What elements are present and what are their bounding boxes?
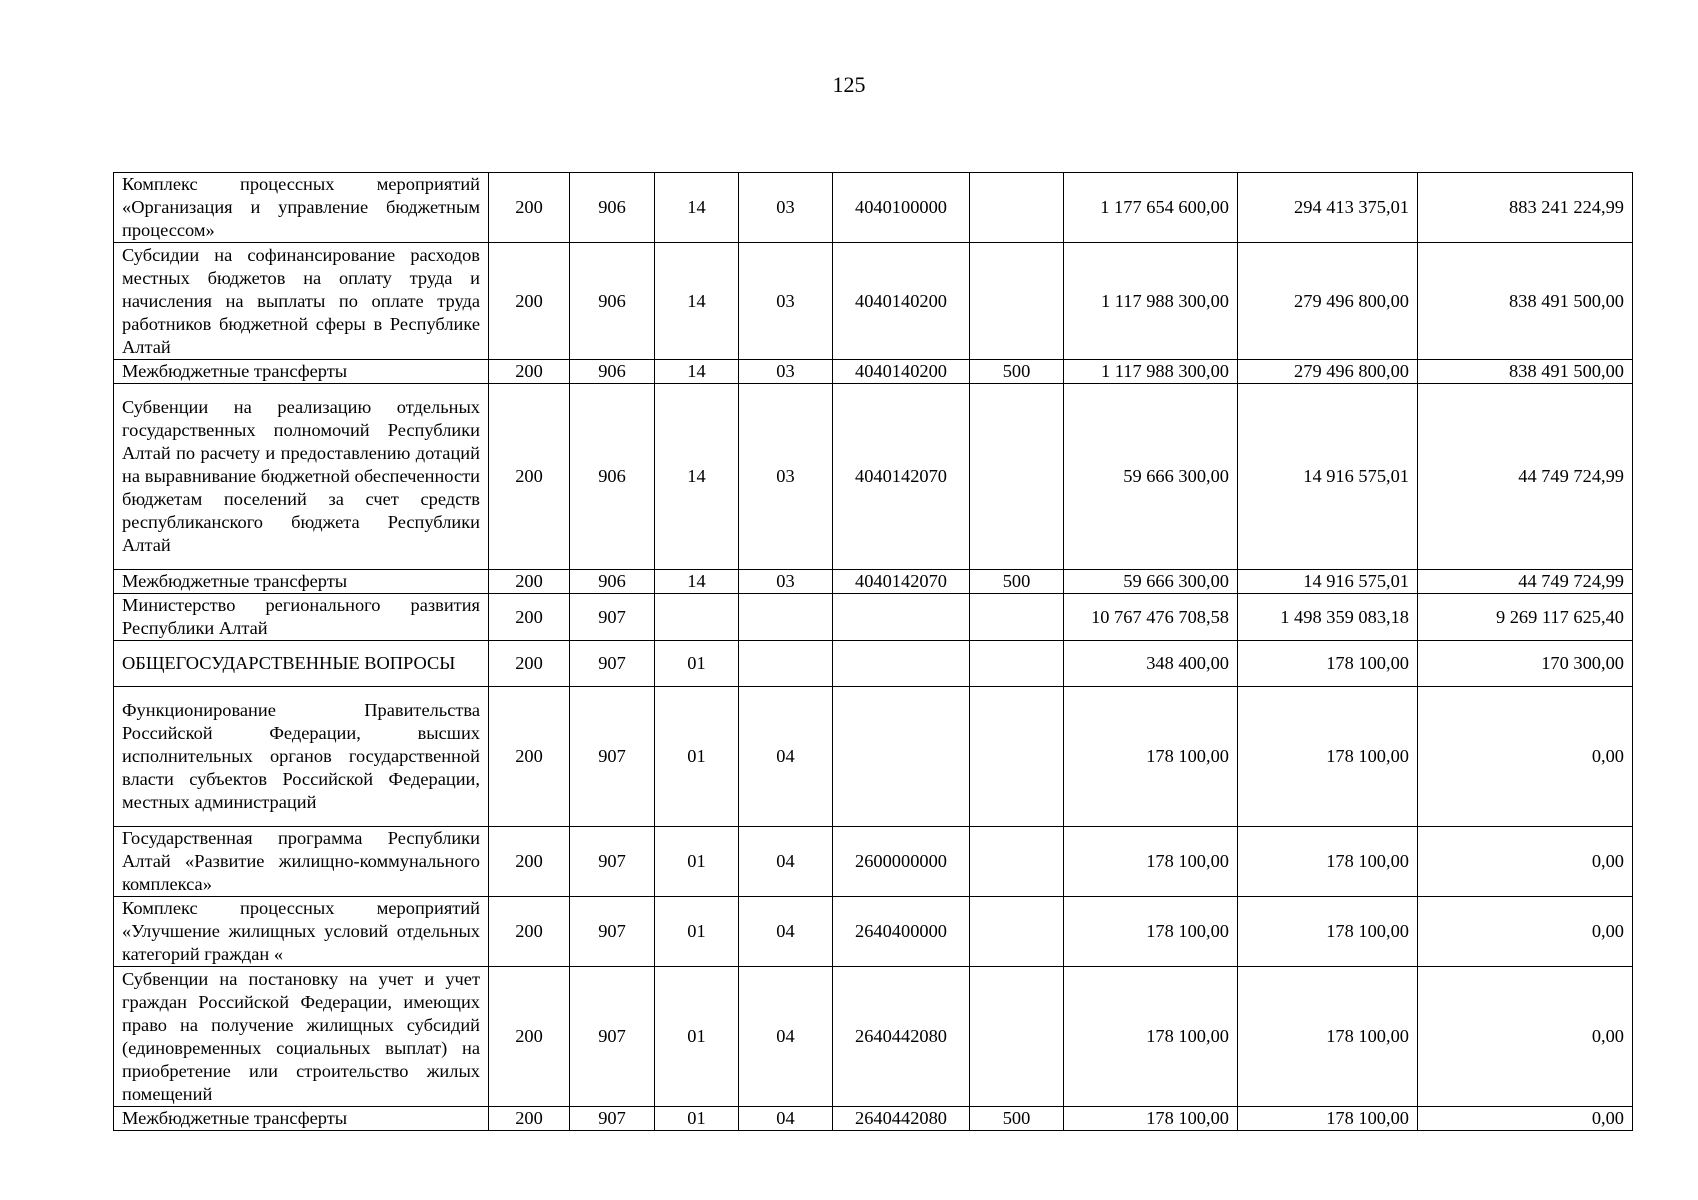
cell-amount-g: 1 117 988 300,00 <box>1064 243 1238 360</box>
cell-code-a: 200 <box>489 384 570 570</box>
cell-code-d: 03 <box>739 243 833 360</box>
cell-code-c: 01 <box>655 967 739 1107</box>
cell-amount-g: 59 666 300,00 <box>1064 384 1238 570</box>
cell-code-b: 906 <box>570 384 655 570</box>
table-row <box>114 570 1633 594</box>
cell-code-e: 2640442080 <box>833 967 970 1107</box>
cell-name: ОБЩЕГОСУДАРСТВЕННЫЕ ВОПРОСЫ <box>114 641 489 687</box>
cell-code-b: 907 <box>570 641 655 687</box>
cell-code-e: 4040140200 <box>833 360 970 384</box>
cell-code-f <box>970 967 1064 1107</box>
cell-code-e: 4040100000 <box>833 173 970 243</box>
cell-amount-g: 178 100,00 <box>1064 967 1238 1107</box>
cell-amount-h: 279 496 800,00 <box>1238 243 1418 360</box>
cell-amount-g: 178 100,00 <box>1064 897 1238 967</box>
cell-code-b: 906 <box>570 173 655 243</box>
cell-amount-i: 9 269 117 625,40 <box>1418 594 1633 641</box>
cell-code-d: 03 <box>739 173 833 243</box>
cell-amount-h: 294 413 375,01 <box>1238 173 1418 243</box>
cell-code-d: 04 <box>739 897 833 967</box>
cell-name: Функционирование Правительства Российской Федерации, высших исполнительных органов государственной власти субъектов Российской Федерации, местных администраций <box>114 687 489 827</box>
cell-amount-g: 178 100,00 <box>1064 687 1238 827</box>
cell-name: Субвенции на постановку на учет и учет граждан Российской Федерации, имеющих право на получение жилищных субсидий (единовременных социальных выплат) на приобретение или строительство жилых помещений <box>114 967 489 1107</box>
cell-amount-h: 14 916 575,01 <box>1238 384 1418 570</box>
table-body <box>114 173 1633 1131</box>
table-row <box>114 687 1633 827</box>
budget-table <box>113 172 1633 1131</box>
cell-amount-i: 0,00 <box>1418 687 1633 827</box>
table-row <box>114 594 1633 641</box>
cell-amount-g: 1 177 654 600,00 <box>1064 173 1238 243</box>
cell-code-f <box>970 243 1064 360</box>
cell-amount-g: 178 100,00 <box>1064 1107 1238 1131</box>
cell-amount-i: 0,00 <box>1418 897 1633 967</box>
table-row <box>114 173 1633 243</box>
cell-code-e: 2640400000 <box>833 897 970 967</box>
cell-code-c <box>655 594 739 641</box>
cell-code-a: 200 <box>489 243 570 360</box>
cell-name: Субвенции на реализацию отдельных государственных полномочий Республики Алтай по расчету и предоставлению дотаций на выравнивание бюджетной обеспеченности бюджетам поселений за счет средств республиканского бюджета Республики Алтай <box>114 384 489 570</box>
cell-name: Министерство регионального развития Республики Алтай <box>114 594 489 641</box>
cell-code-d: 04 <box>739 687 833 827</box>
cell-code-c: 01 <box>655 1107 739 1131</box>
table-row <box>114 1107 1633 1131</box>
cell-code-f: 500 <box>970 1107 1064 1131</box>
cell-code-d: 03 <box>739 360 833 384</box>
cell-amount-g: 10 767 476 708,58 <box>1064 594 1238 641</box>
cell-code-b: 907 <box>570 827 655 897</box>
cell-name: Межбюджетные трансферты <box>114 570 489 594</box>
cell-code-a: 200 <box>489 570 570 594</box>
cell-amount-h: 178 100,00 <box>1238 967 1418 1107</box>
cell-amount-h: 178 100,00 <box>1238 897 1418 967</box>
cell-code-f <box>970 641 1064 687</box>
cell-code-d: 04 <box>739 827 833 897</box>
cell-code-f <box>970 384 1064 570</box>
cell-amount-i: 170 300,00 <box>1418 641 1633 687</box>
cell-amount-i: 0,00 <box>1418 827 1633 897</box>
cell-amount-i: 0,00 <box>1418 1107 1633 1131</box>
cell-code-a: 200 <box>489 594 570 641</box>
cell-code-e: 4040142070 <box>833 570 970 594</box>
cell-amount-g: 59 666 300,00 <box>1064 570 1238 594</box>
table-row <box>114 827 1633 897</box>
cell-amount-i: 838 491 500,00 <box>1418 243 1633 360</box>
cell-code-b: 907 <box>570 967 655 1107</box>
table-row <box>114 384 1633 570</box>
cell-code-b: 906 <box>570 360 655 384</box>
cell-amount-h: 178 100,00 <box>1238 641 1418 687</box>
cell-code-c: 14 <box>655 243 739 360</box>
cell-amount-i: 838 491 500,00 <box>1418 360 1633 384</box>
cell-code-a: 200 <box>489 360 570 384</box>
cell-code-b: 907 <box>570 1107 655 1131</box>
cell-name: Комплекс процессных мероприятий «Организация и управление бюджетным процессом» <box>114 173 489 243</box>
cell-code-a: 200 <box>489 1107 570 1131</box>
cell-code-f <box>970 827 1064 897</box>
cell-code-a: 200 <box>489 641 570 687</box>
cell-code-c: 01 <box>655 641 739 687</box>
cell-amount-h: 178 100,00 <box>1238 1107 1418 1131</box>
cell-code-c: 14 <box>655 360 739 384</box>
cell-amount-i: 44 749 724,99 <box>1418 384 1633 570</box>
cell-code-d: 04 <box>739 1107 833 1131</box>
cell-amount-h: 1 498 359 083,18 <box>1238 594 1418 641</box>
cell-code-c: 01 <box>655 827 739 897</box>
cell-code-a: 200 <box>489 687 570 827</box>
cell-code-f <box>970 173 1064 243</box>
cell-code-f <box>970 897 1064 967</box>
cell-amount-h: 14 916 575,01 <box>1238 570 1418 594</box>
cell-code-b: 907 <box>570 594 655 641</box>
cell-name: Межбюджетные трансферты <box>114 360 489 384</box>
table-row <box>114 243 1633 360</box>
page-number: 125 <box>832 72 866 97</box>
cell-code-e: 4040142070 <box>833 384 970 570</box>
cell-code-a: 200 <box>489 897 570 967</box>
cell-name: Государственная программа Республики Алтай «Развитие жилищно-коммунального комплекса» <box>114 827 489 897</box>
cell-code-b: 906 <box>570 243 655 360</box>
cell-code-d <box>739 594 833 641</box>
cell-code-f: 500 <box>970 570 1064 594</box>
cell-code-f: 500 <box>970 360 1064 384</box>
cell-code-f <box>970 687 1064 827</box>
cell-name: Субсидии на софинансирование расходов местных бюджетов на оплату труда и начисления на выплаты по оплате труда работников бюджетной сферы в Республике Алтай <box>114 243 489 360</box>
cell-amount-g: 348 400,00 <box>1064 641 1238 687</box>
table-row <box>114 641 1633 687</box>
cell-amount-g: 1 117 988 300,00 <box>1064 360 1238 384</box>
cell-code-b: 906 <box>570 570 655 594</box>
cell-code-c: 01 <box>655 897 739 967</box>
cell-amount-i: 0,00 <box>1418 967 1633 1107</box>
table-row <box>114 360 1633 384</box>
cell-code-d: 03 <box>739 570 833 594</box>
cell-code-e: 4040140200 <box>833 243 970 360</box>
cell-code-b: 907 <box>570 897 655 967</box>
cell-amount-i: 883 241 224,99 <box>1418 173 1633 243</box>
cell-name: Межбюджетные трансферты <box>114 1107 489 1131</box>
cell-code-c: 14 <box>655 384 739 570</box>
cell-code-c: 14 <box>655 570 739 594</box>
cell-code-c: 01 <box>655 687 739 827</box>
cell-code-d: 03 <box>739 384 833 570</box>
table-row <box>114 897 1633 967</box>
cell-name: Комплекс процессных мероприятий «Улучшение жилищных условий отдельных категорий граждан « <box>114 897 489 967</box>
cell-code-b: 907 <box>570 687 655 827</box>
cell-code-a: 200 <box>489 967 570 1107</box>
cell-amount-g: 178 100,00 <box>1064 827 1238 897</box>
table-row <box>114 967 1633 1107</box>
cell-code-e: 2600000000 <box>833 827 970 897</box>
cell-amount-h: 178 100,00 <box>1238 687 1418 827</box>
cell-code-a: 200 <box>489 827 570 897</box>
cell-code-e: 2640442080 <box>833 1107 970 1131</box>
cell-code-c: 14 <box>655 173 739 243</box>
cell-code-d <box>739 641 833 687</box>
cell-amount-h: 178 100,00 <box>1238 827 1418 897</box>
cell-code-a: 200 <box>489 173 570 243</box>
cell-code-d: 04 <box>739 967 833 1107</box>
cell-code-e <box>833 641 970 687</box>
cell-amount-i: 44 749 724,99 <box>1418 570 1633 594</box>
cell-code-e <box>833 687 970 827</box>
cell-code-f <box>970 594 1064 641</box>
cell-code-e <box>833 594 970 641</box>
cell-amount-h: 279 496 800,00 <box>1238 360 1418 384</box>
